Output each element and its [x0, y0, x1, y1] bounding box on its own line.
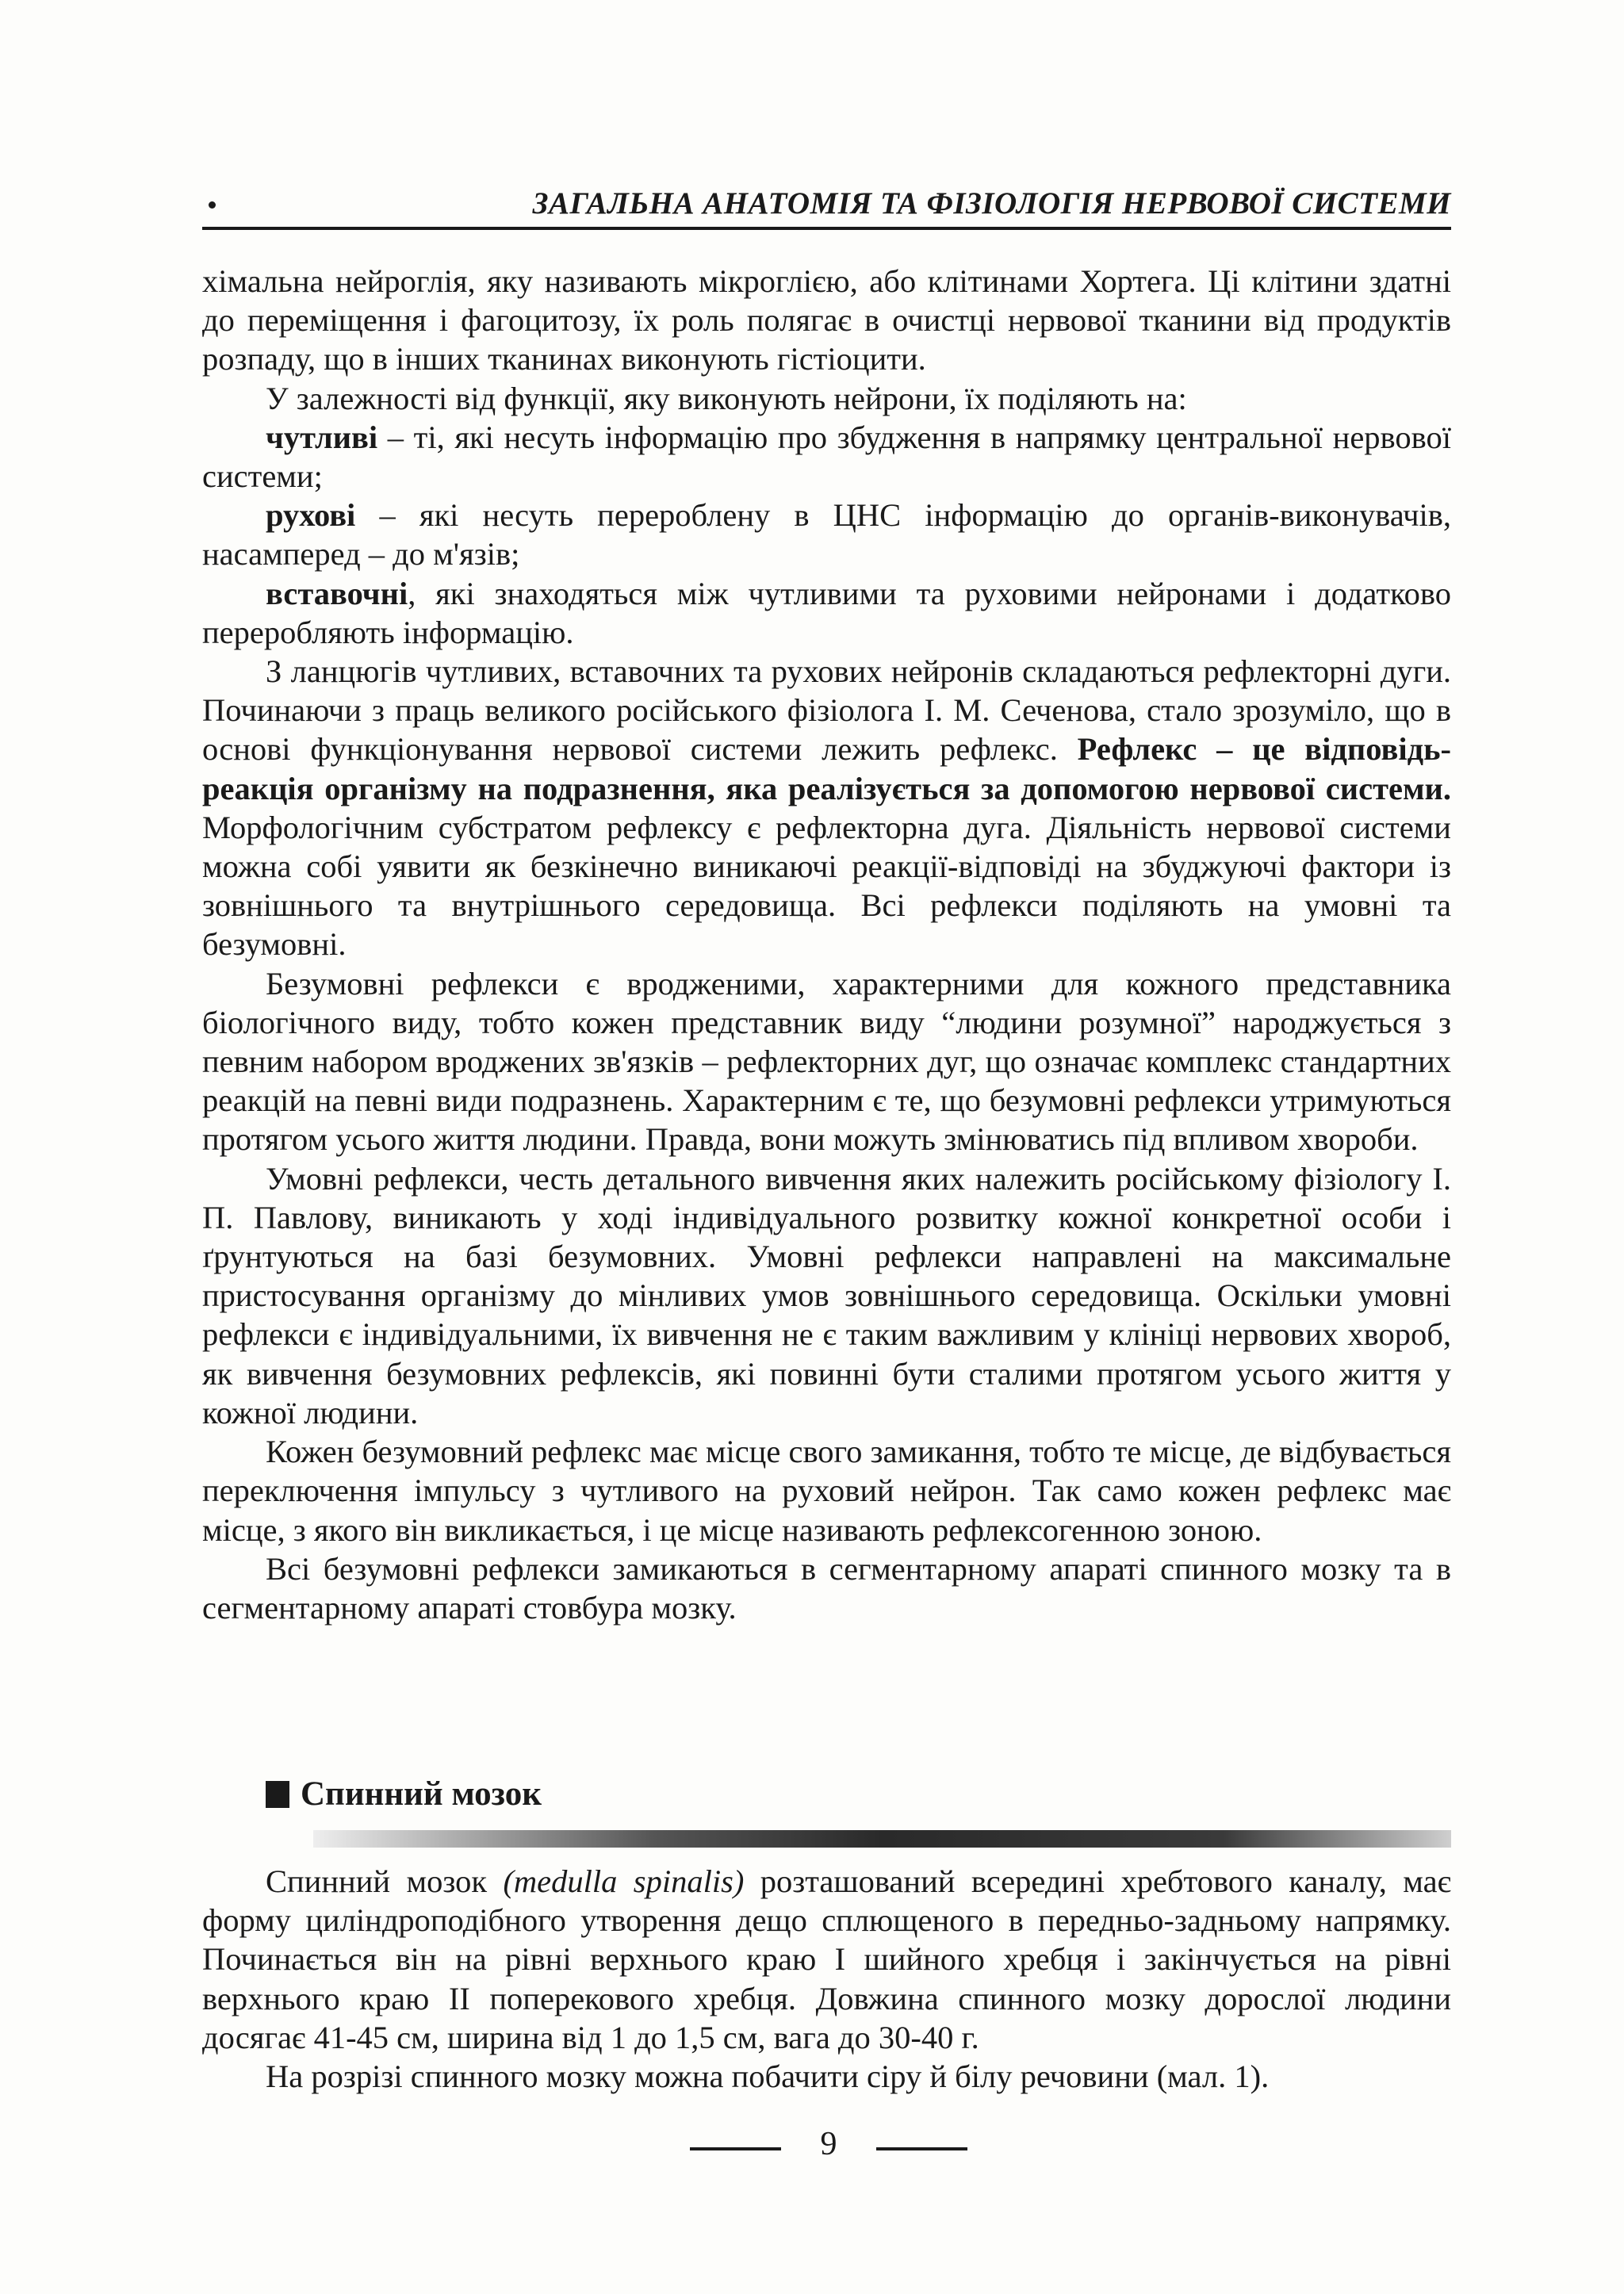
- term-interneuron: вставочні: [266, 575, 408, 611]
- body-text: [202, 262, 1451, 1627]
- term-definition: – ті, які несуть інформацію про збудження в напрямку центральної нервової системи;: [202, 419, 1451, 495]
- section-divider: [313, 1830, 1451, 1848]
- section-heading-text: Спинний мозок: [301, 1775, 542, 1813]
- page-footer: [0, 2125, 1624, 2173]
- section-heading: [202, 1775, 1451, 1822]
- section-text: [202, 1862, 1451, 2096]
- term-definition: , які знаходяться між чутливими та руховими нейронами і додатково переробляють інформацію.: [202, 575, 1451, 650]
- page-number: 9: [820, 2126, 837, 2162]
- term-motor: рухові: [266, 497, 356, 534]
- term-definition: – які несуть перероблену в ЦНС інформацію до органів-виконувачів, насамперед – до м'язів;: [202, 497, 1451, 573]
- paragraph-text: З ланцюгів чутливих, вставочних та рухових нейронів складаються рефлекторні дуги. Починаючи з праць великого російського фізіолога І. М. Сеченова, стало зрозуміло, що в основі функціонування нервової системи лежить рефлекс.: [202, 653, 1451, 768]
- reflex-definition: Рефлекс – це відповідь-реакція організму на подразнення, яка реалізується за допомогою нервової системи.: [202, 731, 1451, 806]
- paragraph: Умовні рефлекси, честь детального вивчення яких належить російському фізіологу І. П. Павлову, виникають у ході індивідуального розвитку кожної конкретної особи і ґрунтуються на базі безумовних. Умовні рефлекси направлені на максимальне пристосування організму до мінливих умов зовнішнього середовища. Оскільки умовні рефлекси є індивідуальними, їх вивчення не є таким важливим у клініці нервових хвороб, як вивчення безумовних рефлексів, які повинні бути сталими протягом усього життя у кожної людини.: [202, 1160, 1451, 1430]
- latin-term: (medulla spinalis): [503, 1863, 745, 1899]
- paragraph-text: Морфологічним субстратом рефлексу є рефлекторна дуга. Діяльність нервової системи можна собі уявити як безкінечно виникаючі реакції-відповіді на збуджуючі фактори із зовнішнього та внутрішнього середовища. Всі рефлекси поділяють на умовні та безумовні.: [202, 809, 1451, 963]
- term-sensory: чутливі: [266, 419, 378, 455]
- list-item: [202, 574, 1451, 652]
- footer-rule-left: [690, 2147, 781, 2150]
- paragraph-text: Спинний мозок: [266, 1863, 504, 1899]
- header-bullet: [209, 201, 216, 209]
- square-bullet-icon: [266, 1781, 289, 1808]
- paragraph: Кожен безумовний рефлекс має місце свого замикання, тобто те місце, де відбувається переключення імпульсу з чутливого на руховий нейрон. Так само кожен рефлекс має місце, з якого він викликається, і це місце називають рефлексогенною зоною.: [202, 1434, 1451, 1548]
- paragraph: Всі безумовні рефлекси замикаються в сегментарному апараті спинного мозку та в сегментарному апараті стовбура мозку.: [202, 1550, 1451, 1626]
- paragraph: хімальна нейроглія, яку називають мікроглією, або клітинами Хортега. Ці клітини здатні до переміщення і фагоцитозу, їх роль полягає в очистці нервової тканини від продуктів розпаду, що в інших тканинах виконують гістіоцити.: [202, 263, 1451, 377]
- paragraph: [202, 652, 1451, 964]
- running-header: [202, 181, 1451, 230]
- list-item: [202, 496, 1451, 573]
- paragraph: На розрізі спинного мозку можна побачити сіру й білу речовини (мал. 1).: [266, 2058, 1270, 2095]
- footer-rule-right: [876, 2147, 967, 2150]
- running-header-title: ЗАГАЛЬНА АНАТОМІЯ ТА ФІЗІОЛОГІЯ НЕРВОВОЇ СИСТЕМИ: [532, 186, 1451, 220]
- section-spinal-cord: [202, 1775, 1451, 2096]
- paragraph: [202, 1862, 1451, 2057]
- paragraph-text: розташований всередині хребтового каналу, має форму циліндроподібного утворення дещо сплющеного в передньо-задньому напрямку. Починається він на рівні верхнього краю І шийного хребця і закінчується на рівні верхнього краю ІІ поперекового хребця. Довжина спинного мозку дорослої людини досягає 41-45 см, ширина від 1 до 1,5 см, вага до 30-40 г.: [202, 1863, 1452, 2055]
- paragraph: У залежності від функції, яку виконують нейрони, їх поділяють на:: [266, 380, 1187, 416]
- list-item: [202, 418, 1451, 496]
- paragraph: Безумовні рефлекси є вродженими, характерними для кожного представника біологічного виду, тобто кожен представник виду “людини розумної” народжується з певним набором вроджених зв'язків – рефлекторних дуг, що означає комплекс стандартних реакцій на певні види подразнень. Характерним є те, що безумовні рефлекси утримуються протягом усього життя людини. Правда, вони можуть змінюватись під впливом хвороби.: [202, 965, 1451, 1158]
